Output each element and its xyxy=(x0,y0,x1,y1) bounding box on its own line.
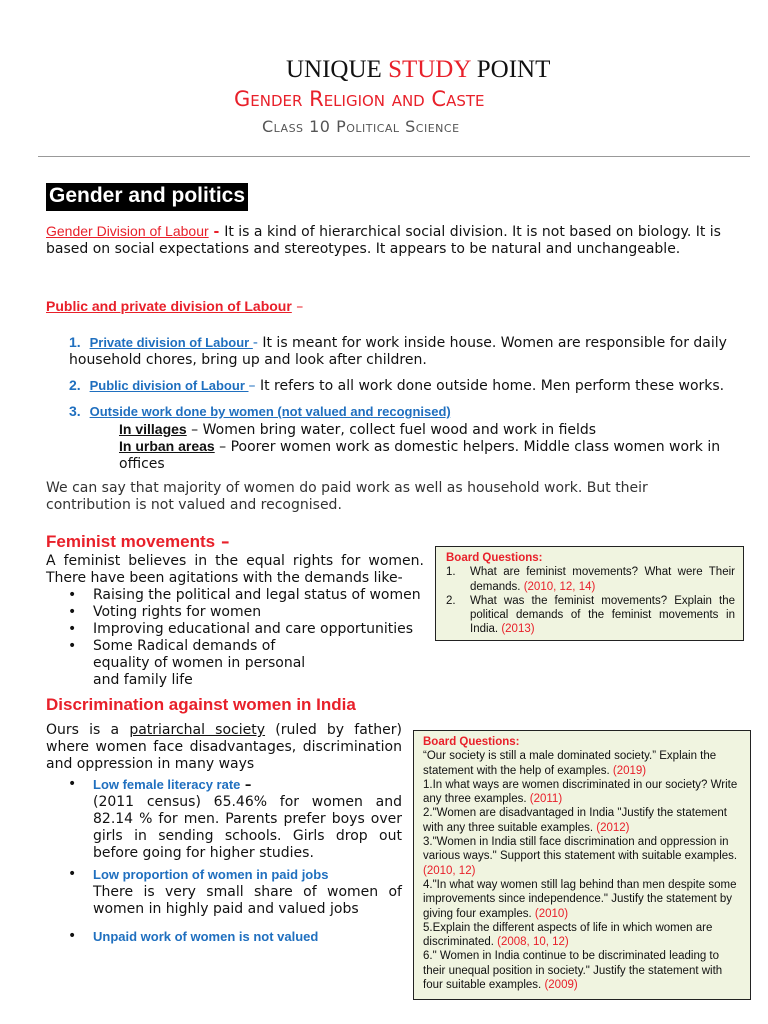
board-questions-box-feminist xyxy=(435,546,744,641)
question-text: What was the feminist movements? Explain the political demands of the feminist movements in India. xyxy=(470,594,735,636)
ppd-heading xyxy=(46,298,303,315)
urban-line xyxy=(119,438,739,473)
board-question xyxy=(423,806,742,835)
villages-term: In villages xyxy=(119,421,187,437)
item-number: 2. xyxy=(69,377,81,393)
item-sep: – xyxy=(248,378,260,394)
board-question xyxy=(423,921,742,950)
gdl-dash: - xyxy=(208,224,225,240)
item-number: 3. xyxy=(69,403,81,419)
board-question xyxy=(423,878,742,921)
list-item-private xyxy=(69,334,734,369)
item-term: Outside work done by women (not valued and recognised) xyxy=(89,404,451,419)
point-term: Unpaid work of women is not valued xyxy=(93,929,319,944)
gender-division-paragraph xyxy=(46,223,736,258)
question-year: (2010) xyxy=(534,907,569,920)
board-questions-box-discrimination xyxy=(413,730,751,1000)
discrimination-intro xyxy=(46,722,402,773)
header-divider xyxy=(38,156,750,157)
item-term: Private division of Labour xyxy=(89,335,253,350)
document-title xyxy=(286,56,550,84)
intro-a: Ours is a xyxy=(46,722,130,738)
section-heading-gender-politics: Gender and politics xyxy=(46,183,248,211)
question-year: (2008, 10, 12) xyxy=(497,936,569,949)
villages-line xyxy=(119,421,596,439)
list-item-public xyxy=(69,377,759,395)
title-unique: UNIQUE xyxy=(286,56,389,83)
question-year: (2012) xyxy=(596,821,630,834)
villages-text: – Women bring water, collect fuel wood and work in fields xyxy=(186,422,597,438)
question-number: 1. xyxy=(446,566,456,579)
question-text: 1.In what ways are women discriminated in our society? Write any three examples. xyxy=(423,778,738,806)
board-question xyxy=(423,749,742,778)
conclusion-paragraph: We can say that majority of women do paid work as well as household work. But their contribution is not valued and recognised. xyxy=(46,480,648,513)
gdl-text: It is a kind of hierarchical social division. It is not based on biology. It is based on social expectations and stereotypes. It appears to be natural and unchangeable. xyxy=(46,224,721,257)
feminist-demands-list xyxy=(66,587,428,689)
list-item: • Voting rights for women xyxy=(66,604,428,621)
item-text: It is meant for work inside house. Women are responsible for daily household chores, bring up and look after children. xyxy=(69,335,727,368)
question-text: “Our society is still a male dominated society.” Explain the statement with the help of examples. xyxy=(423,750,717,777)
question-number: 2. xyxy=(446,594,456,607)
feminist-dash: – xyxy=(215,532,230,552)
urban-term: In urban areas xyxy=(119,438,215,454)
board-question xyxy=(446,565,735,594)
item-term: Public division of Labour xyxy=(89,378,249,393)
ppd-dash: – xyxy=(291,299,304,315)
question-text: 5.Explain the different aspects of life in which women are discriminated. xyxy=(423,921,713,949)
point-term: Low proportion of women in paid jobs xyxy=(93,867,329,882)
list-item: • Some Radical demands of equality of women in personal and family life xyxy=(66,638,428,689)
list-item-outside-work xyxy=(69,403,451,421)
question-text: 3."Women in India still face discrimination and oppression in various ways." Support this statement with suitable examples. xyxy=(423,836,738,863)
list-item: • Raising the political and legal status of women xyxy=(66,587,428,604)
ppd-heading-text: Public and private division of Labour xyxy=(46,298,292,314)
title-study: STUDY xyxy=(388,56,471,83)
question-text: What are feminist movements? What were Their demands. xyxy=(470,566,735,593)
question-year: (2010, 12) xyxy=(423,864,476,877)
question-text: 4."In what way women still lag behind than men despite some improvements since independence." Justify the statement by giving four examples. xyxy=(423,878,737,920)
board-question xyxy=(423,949,742,992)
list-item xyxy=(66,928,402,946)
question-year: (2011) xyxy=(529,793,563,806)
discrimination-points xyxy=(66,776,402,946)
bullet-icon: • xyxy=(68,776,77,792)
feminist-heading-text: Feminist movements xyxy=(46,532,216,551)
point-sep: – xyxy=(240,778,252,793)
point-text: There is very small share of women of women in highly paid and valued jobs xyxy=(93,884,402,917)
question-text: 2."Women are disadvantaged in India "Justify the statement with any three suitable examples. xyxy=(423,807,727,834)
board-questions-title: Board Questions: xyxy=(423,736,520,748)
feminist-heading xyxy=(46,532,230,552)
question-year: (2019) xyxy=(612,764,647,777)
document-subtitle: Gender Religion and Caste xyxy=(234,87,485,111)
item-number: 1. xyxy=(69,334,81,350)
title-point: POINT xyxy=(470,56,551,83)
board-questions-title: Board Questions: xyxy=(446,552,543,564)
list-item xyxy=(66,866,402,928)
question-year: (2010, 12, 14) xyxy=(523,580,596,593)
point-text: (2011 census) 65.46% for women and 82.14 % for men. Parents prefer boys over girls in sending schools. Girls drop out before going for higher studies. xyxy=(93,794,402,861)
question-text: 6." Women in India continue to be discriminated leading to their unequal position in society." Justify the statement with four suitable examples. xyxy=(423,950,723,992)
bullet-icon: • xyxy=(68,928,77,944)
urban-text: – Poorer women work as domestic helpers. Middle class women work in offices xyxy=(119,439,721,472)
bullet-icon: • xyxy=(68,866,77,882)
question-year: (2013) xyxy=(501,623,535,636)
question-year: (2009) xyxy=(544,979,578,992)
list-item xyxy=(66,776,402,866)
item-sep: - xyxy=(252,335,263,351)
item-text: It refers to all work done outside home. Men perform these works. xyxy=(259,378,725,394)
board-question xyxy=(446,594,735,637)
point-term: Low female literacy rate xyxy=(93,777,241,792)
class-line: Class 10 Political Science xyxy=(262,117,460,136)
intro-term: patriarchal society xyxy=(129,722,266,738)
list-item: • Improving educational and care opportunities xyxy=(66,621,428,638)
board-question xyxy=(423,778,742,807)
discrimination-heading: Discrimination against women in India xyxy=(46,695,356,714)
intro-b: (ruled by father) where women face disadvantages, discrimination and oppression in many ways xyxy=(46,722,402,772)
gdl-term: Gender Division of Labour xyxy=(46,223,209,239)
board-question xyxy=(423,835,742,878)
feminist-intro: A feminist believes in the equal rights for women. There have been agitations with the demands like- xyxy=(46,553,424,586)
